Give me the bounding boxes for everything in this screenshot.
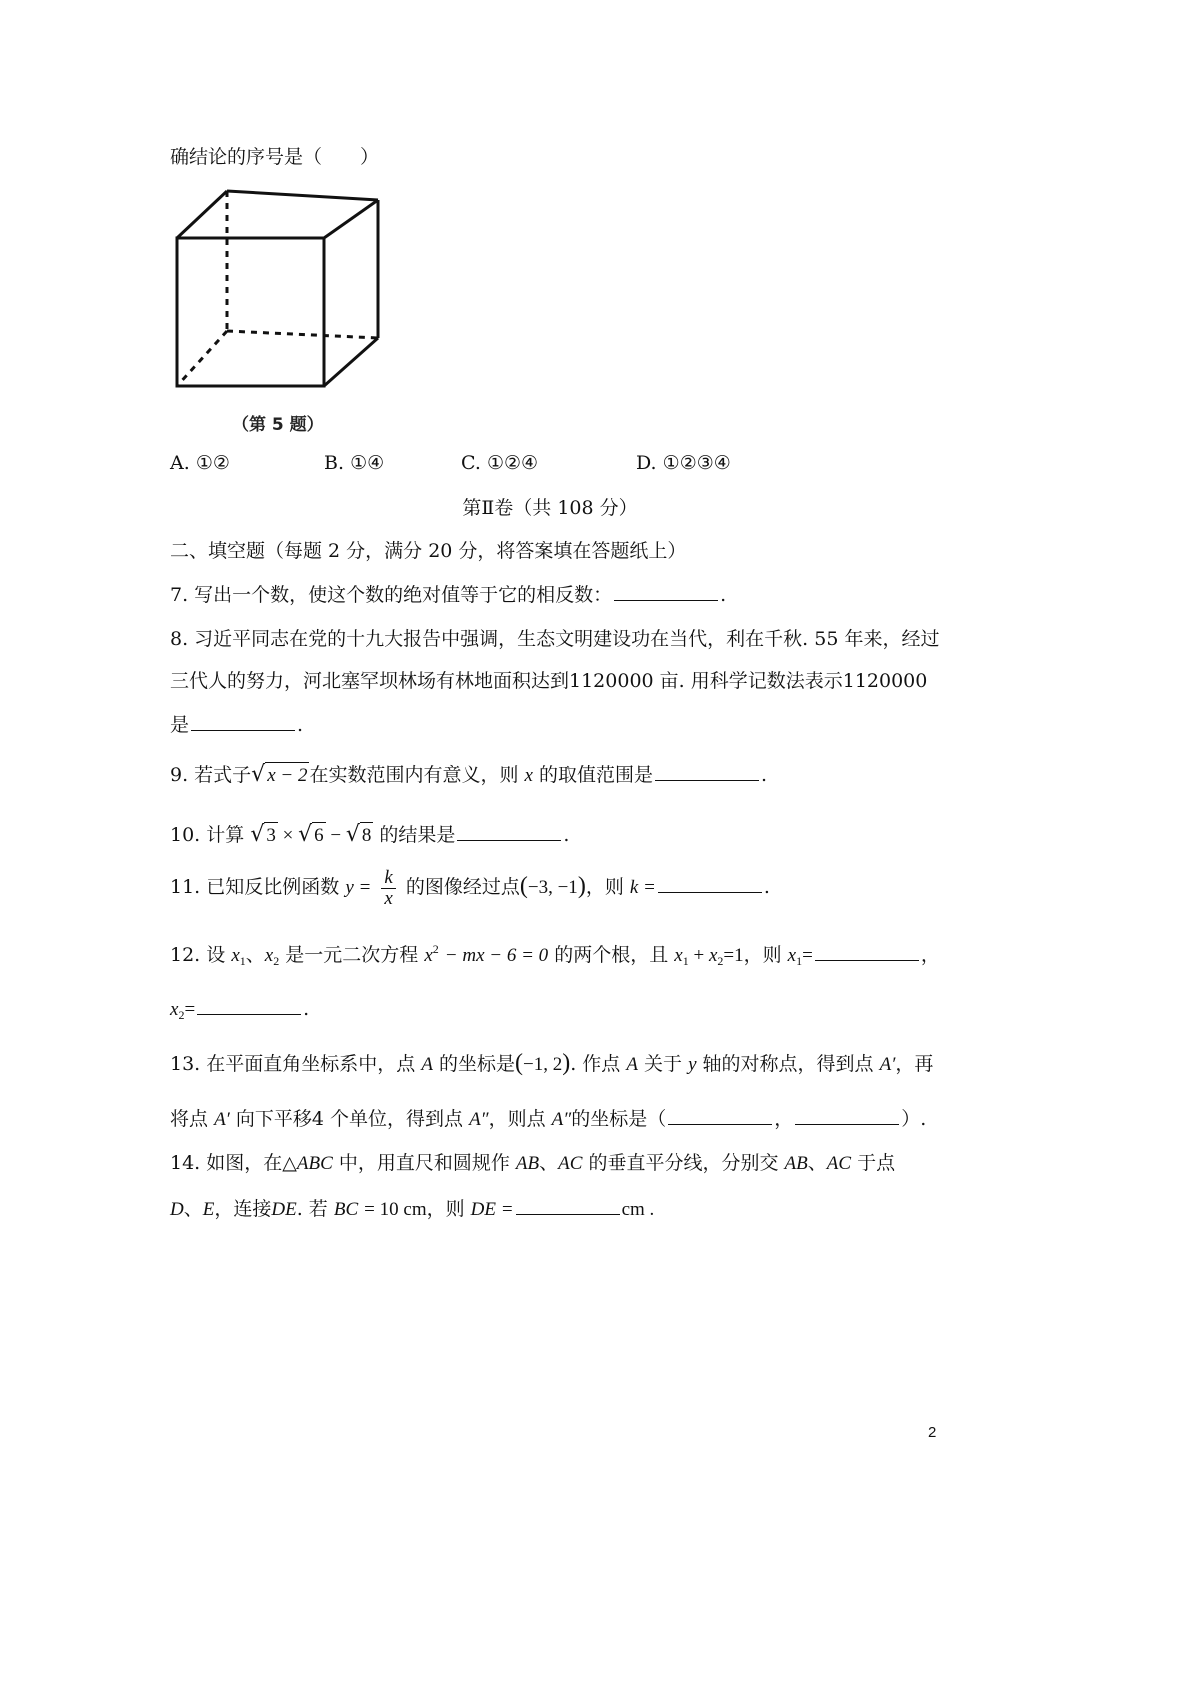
answer-blank[interactable] bbox=[191, 712, 295, 731]
question-10: 10. 计算 √ 3 × √ 6 − √ 8 的结果是 . bbox=[170, 822, 570, 847]
answer-blank-y[interactable] bbox=[795, 1106, 899, 1125]
option-a: A. ①② bbox=[170, 452, 230, 474]
answer-blank[interactable] bbox=[614, 582, 718, 601]
section-title: 二、填空题（每题 2 分，满分 20 分，将答案填在答题纸上） bbox=[170, 540, 687, 562]
question-12: 12. 设 $x_1$、$x_2$ 是一元二次方程 $x^2$ − mx − 6 = 0 的两个根，且 $x_1 + x_2=1$，则 $x_1=$ ， bbox=[170, 942, 940, 968]
question-8-line2: 三代人的努力，河北塞罕坝林场有林地面积达到1120000 亩. 用科学记数法表示1120000 bbox=[170, 670, 928, 692]
question-12-line2: $x_2=$ . bbox=[170, 998, 310, 1022]
answer-blank-x2[interactable] bbox=[197, 996, 301, 1015]
figure-caption: （第 5 题） bbox=[232, 415, 324, 435]
question-7: 7. 写出一个数，使这个数的绝对值等于它的相反数： . bbox=[170, 584, 727, 606]
answer-blank-x[interactable] bbox=[668, 1106, 772, 1125]
question-8-line1: 8. 习近平同志在党的十九大报告中强调，生态文明建设功在当代，利在千秋. 55 年来，经过 bbox=[170, 628, 940, 650]
question-9: 9. 若式子√ x − 2 在实数范围内有意义，则 x 的取值范围是 . bbox=[170, 762, 768, 787]
question-13-line1: 13. 在平面直角坐标系中，点 A 的坐标是(−1, 2). 作点 A 关于 y 轴的对称点，得到点 A′，再 bbox=[170, 1050, 934, 1076]
answer-blank[interactable] bbox=[457, 822, 561, 841]
option-b: B. ①④ bbox=[324, 452, 385, 474]
question-14-line1: 14. 如图，在△ABC 中，用直尺和圆规作 AB、AC 的垂直平分线，分别交 AB、AC 于点 bbox=[170, 1152, 896, 1174]
question-8-line3: 是 . bbox=[170, 714, 304, 736]
cube-figure bbox=[168, 188, 388, 440]
answer-blank[interactable] bbox=[516, 1196, 620, 1215]
question-14-line2: D、E，连接DE. 若 BC = 10 cm，则 DE = cm . bbox=[170, 1198, 655, 1220]
question-text: 确结论的序号是（ ） bbox=[170, 146, 380, 168]
answer-blank-x1[interactable] bbox=[815, 942, 919, 961]
page-number: 2 bbox=[928, 1424, 937, 1441]
question-13-line2: 将点 A′ 向下平移4 个单位，得到点 A″，则点 A″的坐标是（ ， ）. bbox=[170, 1108, 927, 1130]
answer-blank[interactable] bbox=[658, 874, 762, 893]
answer-blank[interactable] bbox=[655, 762, 759, 781]
option-c: C. ①②④ bbox=[461, 452, 539, 474]
option-d: D. ①②③④ bbox=[636, 452, 731, 474]
volume-title: 第Ⅱ卷（共 108 分） bbox=[462, 497, 638, 519]
cube-front-face bbox=[177, 238, 324, 386]
fraction: $\frac{k}{x}$ bbox=[381, 868, 395, 909]
question-11: 11. 已知反比例函数 y = $\frac{k}{x}$ 的图像经过点(−3, −1)，则 k = . bbox=[170, 866, 770, 909]
